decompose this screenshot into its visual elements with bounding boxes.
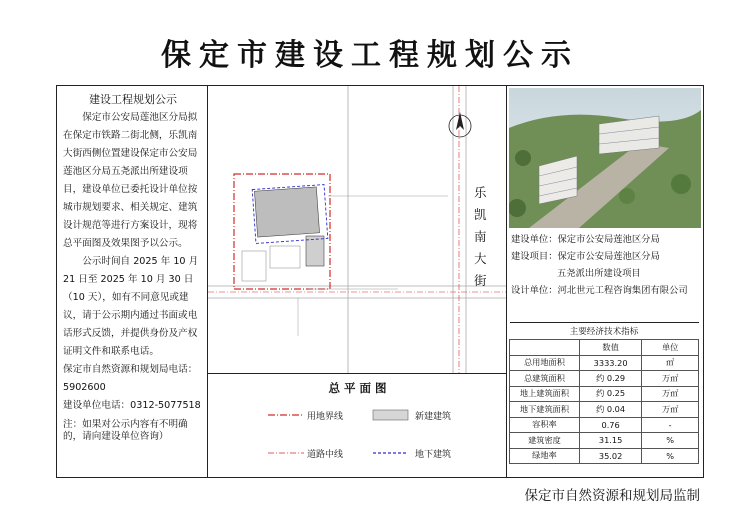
legend-boundary-label: 用地界线	[307, 412, 344, 422]
plan-legend	[208, 374, 507, 477]
table-cell: 绿地率	[510, 448, 580, 464]
table-header: 单位	[642, 340, 699, 356]
unit-value: 保定市公安局莲池区分局	[557, 234, 660, 245]
unit-label: 建设单位：	[511, 234, 558, 245]
contact-planning-label: 保定市自然资源和规划局电话：	[63, 364, 198, 375]
table-row	[510, 386, 699, 402]
site-plan-drawing	[208, 86, 507, 374]
table-cell: 容积率	[510, 417, 580, 433]
table-cell: 35.02	[579, 448, 641, 464]
notice-paragraph-1: 保定市公安局莲池区分局拟在保定市铁路二街北侧，乐凯南大街西侧位置建设保定市公安局莲池区分局五尧派出所建设项目，建设单位已委托设计单位按城市规划要求、相关规定、建筑设计规范等进行方案设计，现将总平面图及效果图予以公示。	[63, 112, 198, 249]
legend-centerline-label: 道路中线	[307, 450, 344, 460]
table-cell: 地下建筑面积	[510, 402, 580, 418]
table-cell: 地上建筑面积	[510, 386, 580, 402]
table-cell: 3333.20	[579, 355, 641, 371]
table-cell: 0.76	[579, 417, 641, 433]
rendering-illustration	[509, 88, 701, 228]
notice-paragraph-2: 公示时间自 2025 年 10 月 21 日至 2025 年 10 月 30 日（10 天），如有不同意见或建议，请于公示期内通过书面或电话形式反馈，并提供身份及产权证明文件和联系电话。	[63, 256, 199, 357]
table-row	[510, 433, 699, 449]
table-cell: 总建筑面积	[510, 371, 580, 387]
project-label: 建设项目：	[511, 251, 558, 262]
table-cell: %	[642, 448, 699, 464]
project-value-line2: 五尧派出所建设项目	[557, 268, 641, 279]
table-cell: 约 0.04	[579, 402, 641, 418]
legend-symbols	[208, 374, 507, 477]
table-caption: 主要经济技术指标	[510, 323, 699, 340]
table-header	[510, 340, 580, 356]
project-value: 保定市公安局莲池区分局	[557, 251, 660, 262]
table-cell: 万㎡	[642, 386, 699, 402]
yard-area	[242, 251, 266, 281]
table-header: 数值	[579, 340, 641, 356]
notice-text-column	[57, 86, 208, 477]
contact-planning-phone: 5902600	[63, 382, 106, 393]
table-cell: 建筑密度	[510, 433, 580, 449]
design-label: 设计单位：	[511, 285, 558, 296]
plan-heading: 总 平 面 图	[328, 381, 387, 395]
new-building-main	[254, 187, 319, 237]
table-row	[510, 417, 699, 433]
yard-area	[270, 246, 300, 268]
table-cell: %	[642, 433, 699, 449]
table-cell: 总用地面积	[510, 355, 580, 371]
indicator-table	[509, 322, 699, 464]
notice-heading: 建设工程规划公示	[89, 93, 177, 106]
legend-underground-label: 地下建筑	[415, 450, 452, 460]
site-plan	[208, 86, 507, 374]
table-cell: 万㎡	[642, 371, 699, 387]
building-rendering	[509, 88, 701, 228]
page-title: 保定市建设工程规划公示	[161, 38, 579, 73]
legend-building-label: 新建建筑	[415, 412, 452, 422]
table-cell: -	[642, 417, 699, 433]
table-cell: 约 0.29	[579, 371, 641, 387]
new-building-annex	[306, 236, 324, 266]
notice-footnote: 注：如果对公示内容有不明确的，请向建设单位咨询）	[63, 419, 188, 442]
table-row	[510, 402, 699, 418]
footer-issuer: 保定市自然资源和规划局监制	[524, 488, 700, 504]
street-label: 乐凯南大街	[474, 185, 487, 288]
project-info	[511, 231, 701, 299]
table-row	[510, 355, 699, 371]
project-panel	[507, 86, 703, 477]
table-cell: 万㎡	[642, 402, 699, 418]
table-cell: 31.15	[579, 433, 641, 449]
table-cell: ㎡	[642, 355, 699, 371]
table-row	[510, 448, 699, 464]
table-cell: 约 0.25	[579, 386, 641, 402]
north-arrow-needle	[456, 112, 464, 130]
contact-builder-phone: 建设单位电话：0312-5077518	[63, 400, 201, 411]
table-header-row	[510, 340, 699, 356]
table-row	[510, 371, 699, 387]
notice-frame	[56, 85, 704, 478]
design-value: 河北世元工程咨询集团有限公司	[557, 285, 688, 296]
building-legend-icon	[373, 410, 408, 420]
